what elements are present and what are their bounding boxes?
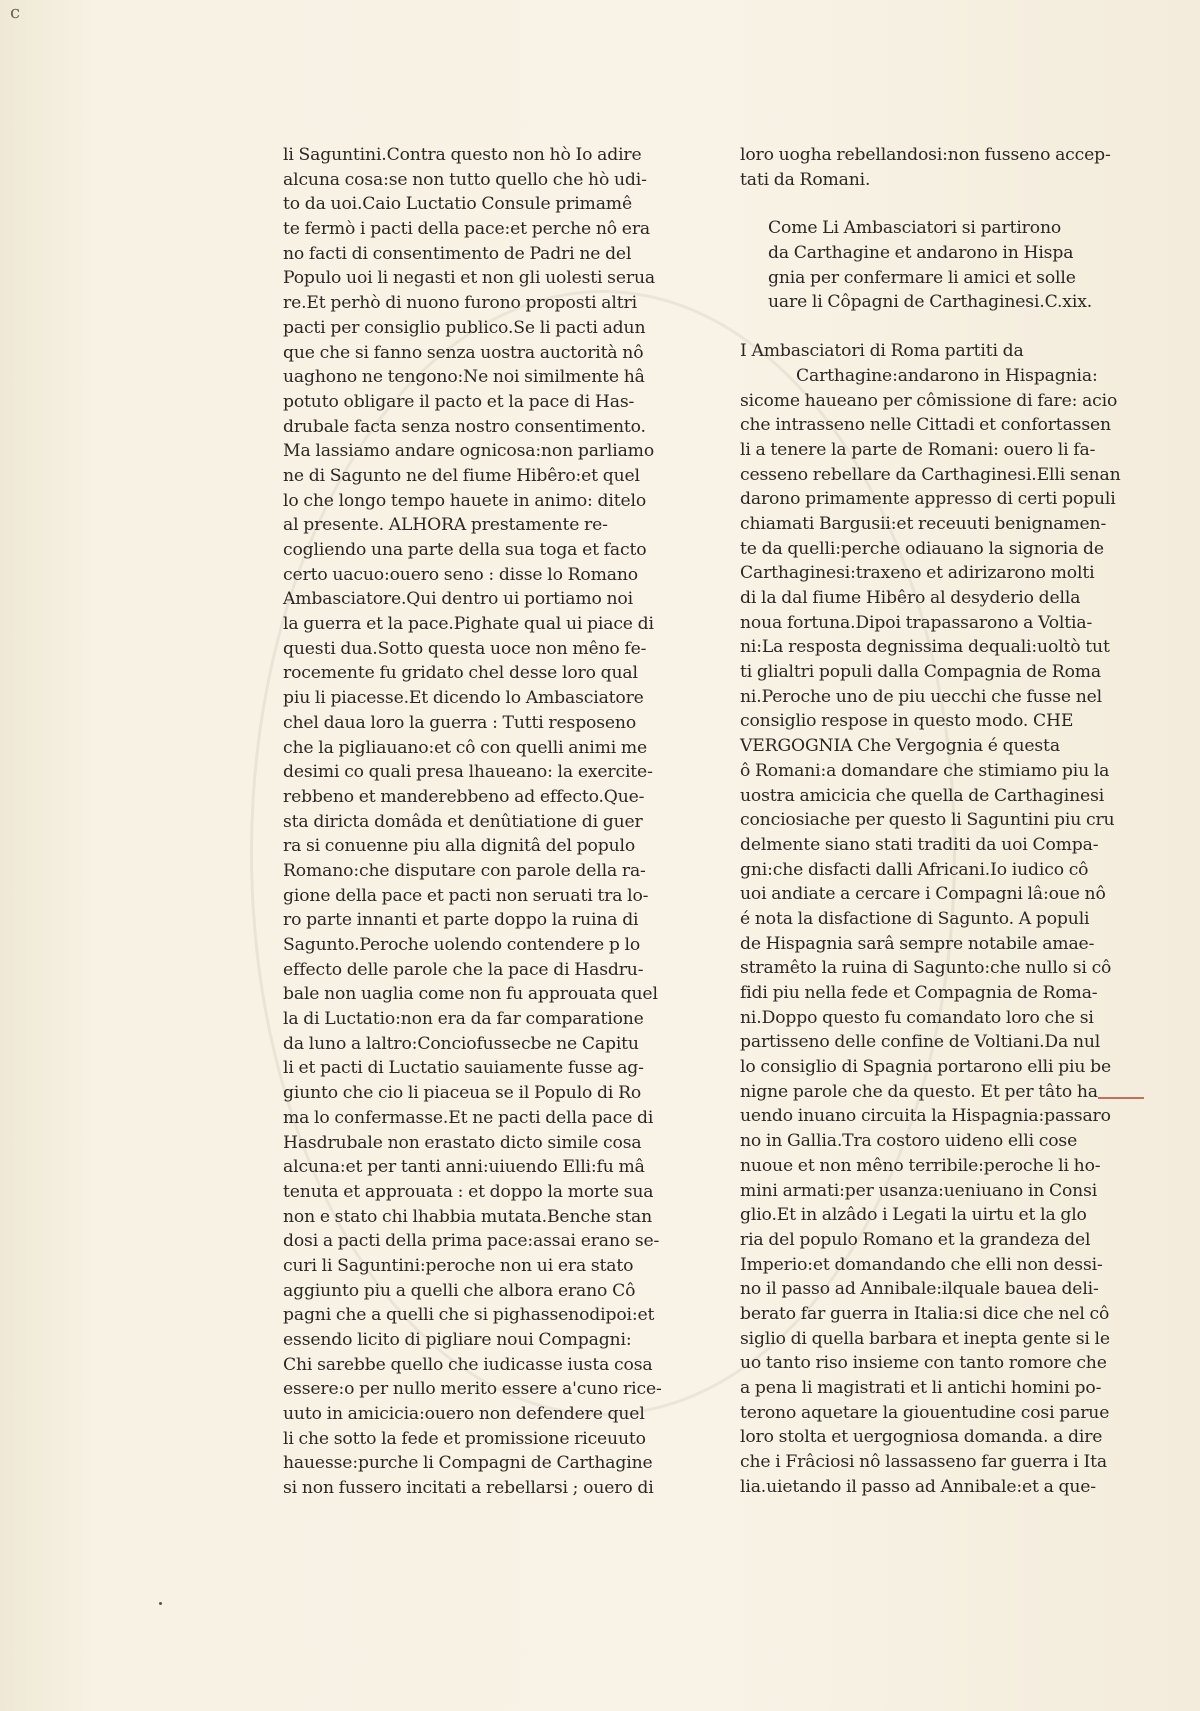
text-line: piu li piacesse.Et dicendo lo Ambasciatore — [283, 688, 644, 709]
text-line: lo consiglio di Spagnia portarono elli piu be — [740, 1057, 1111, 1078]
text-line: ria del populo Romano et la grandeza del — [740, 1229, 1091, 1250]
text-line: drubale facta senza nostro consentimento. — [283, 416, 646, 437]
text-line: pacti per consiglio publico.Se li pacti adun — [283, 317, 646, 338]
text-line: alcuna:et per tanti anni:uiuendo Elli:fu mâ — [283, 1157, 645, 1178]
text-line: uendo inuano circuita la Hispagnia:passaro — [740, 1106, 1111, 1127]
text-line: che la pigliauano:et cô con quelli animi me — [283, 737, 648, 758]
text-line: gni:che disfacti dalli Africani.Io iudico cô — [740, 859, 1089, 880]
text-line: stramêto la ruina di Sagunto:che nullo si cô — [740, 958, 1112, 979]
opening-lines — [740, 143, 1110, 192]
chapter-heading — [740, 216, 1110, 315]
text-line: chiamati Bargusii:et receuuti benignamen- — [740, 513, 1107, 534]
text-line: a pena li magistrati et li antichi homini po- — [740, 1378, 1102, 1398]
text-line: da luno a laltro:Conciofussecbe ne Capitu — [283, 1033, 639, 1054]
text-line: non e stato chi lhabbia mutata.Benche stan — [283, 1206, 653, 1227]
text-line: da Carthagine et andarono in Hispa — [768, 243, 1074, 264]
text-line: fidi piu nella fede et Compagnia de Roma- — [740, 983, 1098, 1003]
text-line: gione della pace et pacti non seruati tra lo- — [283, 885, 649, 906]
text-line: berato far guerra in Italia:si dice che nel cô — [740, 1303, 1110, 1324]
text-line: li et pacti di Luctatio sauiamente fusse ag- — [283, 1058, 644, 1079]
text-line: aggiunto piu a quelli che albora erano Cô — [283, 1280, 636, 1301]
text-line: al presente. ALHORA prestamente re- — [283, 515, 608, 536]
text-line: di la dal fiume Hibêro al desyderio della — [740, 588, 1081, 608]
text-line: li che sotto la fede et promissione riceuuto — [283, 1428, 646, 1449]
text-line: dosi a pacti della prima pace:assai erano se- — [283, 1231, 660, 1252]
text-line: ni.Peroche uno de piu uecchi che fusse nel — [740, 686, 1103, 707]
text-line: pagni che a quelli che si pighassenodipoi:et — [283, 1305, 655, 1326]
text-line: rebbeno et manderebbeno ad effecto.Que- — [283, 786, 645, 807]
text-line: la di Luctatio:non era da far comparatione — [283, 1009, 644, 1030]
text-line: glio.Et in alzâdo i Legati la uirtu et la glo — [740, 1205, 1087, 1226]
text-line: uaghono ne tengono:Ne noi similmente hâ — [283, 367, 645, 388]
text-line: essere:o per nullo merito essere a'cuno rice- — [283, 1379, 662, 1400]
text-line: uo tanto riso insieme con tanto romore che — [740, 1353, 1107, 1374]
text-line: partisseno delle confine de Voltiani.Da nul — [740, 1032, 1101, 1053]
text-line: bale non uaglia come non fu approuata quel — [283, 984, 658, 1005]
text-line: te fermò i pacti della pace:et perche nô era — [283, 219, 650, 240]
text-line: terono aquetare la giouentudine cosi parue — [740, 1402, 1110, 1423]
text-line: Ambasciatore.Qui dentro ui portiamo noi — [283, 589, 633, 610]
text-line: ra si conuenne piu alla dignitâ del populo — [283, 836, 636, 857]
text-line: darono primamente appresso di certi populi — [740, 489, 1116, 510]
text-line: ro parte innanti et parte doppo la ruina di — [283, 910, 639, 931]
text-line: Romano:che disputare con parole della ra- — [283, 860, 646, 881]
text-line: li Saguntini.Contra questo non hò Io adire — [283, 145, 642, 165]
text-line: Carthaginesi:traxeno et adirizarono molti — [740, 563, 1095, 584]
text-line: Sagunto.Peroche uolendo contendere p lo — [283, 935, 641, 955]
text-line: curi li Saguntini:peroche non ui era stato — [283, 1255, 634, 1276]
text-line: mini armati:per usanza:ueniuano in Consi — [740, 1180, 1098, 1201]
text-line: sicome haueano per cômissione di fare: acio — [740, 390, 1118, 411]
text-line: la guerra et la pace.Pighate qual ui piace di — [283, 614, 654, 635]
text-line: effecto delle parole che la pace di Hasdru- — [283, 959, 644, 980]
text-line: lia.uietando il passo ad Annibale:et a que- — [740, 1476, 1096, 1497]
body-second-line: Carthagine:andarono in Hispagnia: — [796, 365, 1098, 386]
text-line: certo uacuo:ouero seno : disse lo Romano — [283, 564, 638, 585]
text-line: Come Li Ambasciatori si partirono — [768, 218, 1062, 239]
text-line: ô Romani:a domandare che stimiamo piu la — [740, 760, 1110, 781]
text-line: si non fussero incitati a rebellarsi ; ouero di — [283, 1478, 654, 1499]
text-line: Hasdrubale non erastato dicto simile cosa — [283, 1132, 642, 1153]
text-line: siglio di quella barbara et inepta gente si le — [740, 1328, 1110, 1349]
text-line: questi dua.Sotto questa uoce non mêno fe- — [283, 638, 647, 659]
chapter-body — [740, 389, 1121, 1500]
left-text-column — [283, 143, 662, 1501]
text-line: nuoue et non mêno terribile:peroche li ho- — [740, 1155, 1101, 1176]
text-line: potuto obligare il pacto et la pace di Has- — [283, 391, 635, 412]
text-line: que che si fanno senza uostra auctorità nô — [283, 342, 644, 363]
text-line: ma lo confermasse.Et ne pacti della pace di — [283, 1107, 654, 1128]
text-line: delmente siano stati traditi da uoi Compa- — [740, 834, 1099, 855]
text-line: che i Frâciosi nô lassasseno far guerra i Ita — [740, 1452, 1107, 1473]
text-line: uuto in amicicia:ouero non defendere quel — [283, 1404, 645, 1425]
corner-mark: c — [10, 2, 21, 23]
text-line: ni:La resposta degnissima dequali:uoltò tut — [740, 637, 1110, 658]
text-line: no facti di consentimento de Padri ne del — [283, 243, 632, 264]
text-line: Chi sarebbe quello che iudicasse iusta cosa — [283, 1354, 653, 1375]
text-line: conciosiache per questo li Saguntini piu cru — [740, 810, 1115, 831]
text-line: tenuta et approuata : et doppo la morte sua — [283, 1181, 654, 1202]
right-text-column — [740, 143, 1121, 1499]
text-line: essendo licito di pigliare noui Compagni: — [283, 1330, 632, 1350]
text-line: ni.Doppo questo fu comandato loro che si — [740, 1007, 1094, 1028]
text-line: uare li Côpagni de Carthaginesi.C.xix. — [768, 292, 1093, 313]
text-line: loro stolta et uergogniosa domanda. a dire — [740, 1427, 1103, 1448]
text-line: ti glialtri populi dalla Compagnia de Roma — [740, 662, 1102, 683]
text-line: consiglio respose in questo modo. CHE — [740, 711, 1074, 732]
ink-speck — [159, 1602, 162, 1605]
text-line: VERGOGNIA Che Vergognia é questa — [740, 736, 1060, 757]
text-line: gnia per confermare li amici et solle — [768, 267, 1076, 288]
text-line: rocemente fu gridato chel desse loro qual — [283, 663, 638, 684]
text-line: re.Et perhò di nuono furono proposti altri — [283, 293, 637, 314]
text-line: sta diricta domâda et denûtiatione di guer — [283, 811, 643, 832]
text-line: cogliendo una parte della sua toga et facto — [283, 540, 647, 560]
text-line: de Hispagnia sarâ sempre notabile amae- — [740, 933, 1095, 954]
text-line: noua fortuna.Dipoi trapassarono a Voltia- — [740, 612, 1093, 633]
text-line: cesseno rebellare da Carthaginesi.Elli senan — [740, 464, 1121, 485]
text-line: desimi co quali presa lhaueano: la exercite- — [283, 762, 653, 783]
text-line: giunto che cio li piaceua se il Populo di Ro — [283, 1083, 642, 1104]
text-line: Populo uoi li negasti et non gli uolesti serua — [283, 268, 655, 289]
text-line: uostra amicicia che quella de Carthaginesi — [740, 785, 1105, 806]
text-line: to da uoi.Caio Luctatio Consule primamê — [283, 194, 632, 215]
text-line: ne di Sagunto ne del fiume Hibêro:et quel — [283, 465, 640, 486]
text-line: é nota la disfactione di Sagunto. A populi — [740, 908, 1090, 929]
text-line: tati da Romani. — [740, 169, 871, 190]
text-line: uoi andiate a cercare i Compagni lâ:oue nô — [740, 884, 1106, 905]
text-line: no in Gallia.Tra costoro uideno elli cose — [740, 1131, 1078, 1152]
text-line: chel daua loro la guerra : Tutti resposeno — [283, 712, 637, 733]
body-first-line: I Ambasciatori di Roma partiti da — [740, 341, 1024, 362]
text-line: lo che longo tempo hauete in animo: ditelo — [283, 490, 647, 511]
text-line: che intrasseno nelle Cittadi et confortassen — [740, 415, 1111, 436]
text-line: hauesse:purche li Compagni de Carthagine — [283, 1453, 653, 1474]
text-line: nigne parole che da questo. Et per tâto ha — [740, 1081, 1098, 1102]
text-line: alcuna cosa:se non tutto quello che hò udi- — [283, 169, 647, 190]
text-line: no il passo ad Annibale:ilquale bauea deli- — [740, 1279, 1099, 1300]
text-line: li a tenere la parte de Romani: ouero li fa- — [740, 439, 1096, 460]
text-line: Imperio:et domandando che elli non dessi- — [740, 1254, 1103, 1275]
text-line: loro uogha rebellandosi:non fusseno accep- — [740, 145, 1111, 165]
text-line: Ma lassiamo andare ognicosa:non parliamo — [283, 441, 655, 462]
text-line: te da quelli:perche odiauano la signoria de — [740, 538, 1104, 559]
